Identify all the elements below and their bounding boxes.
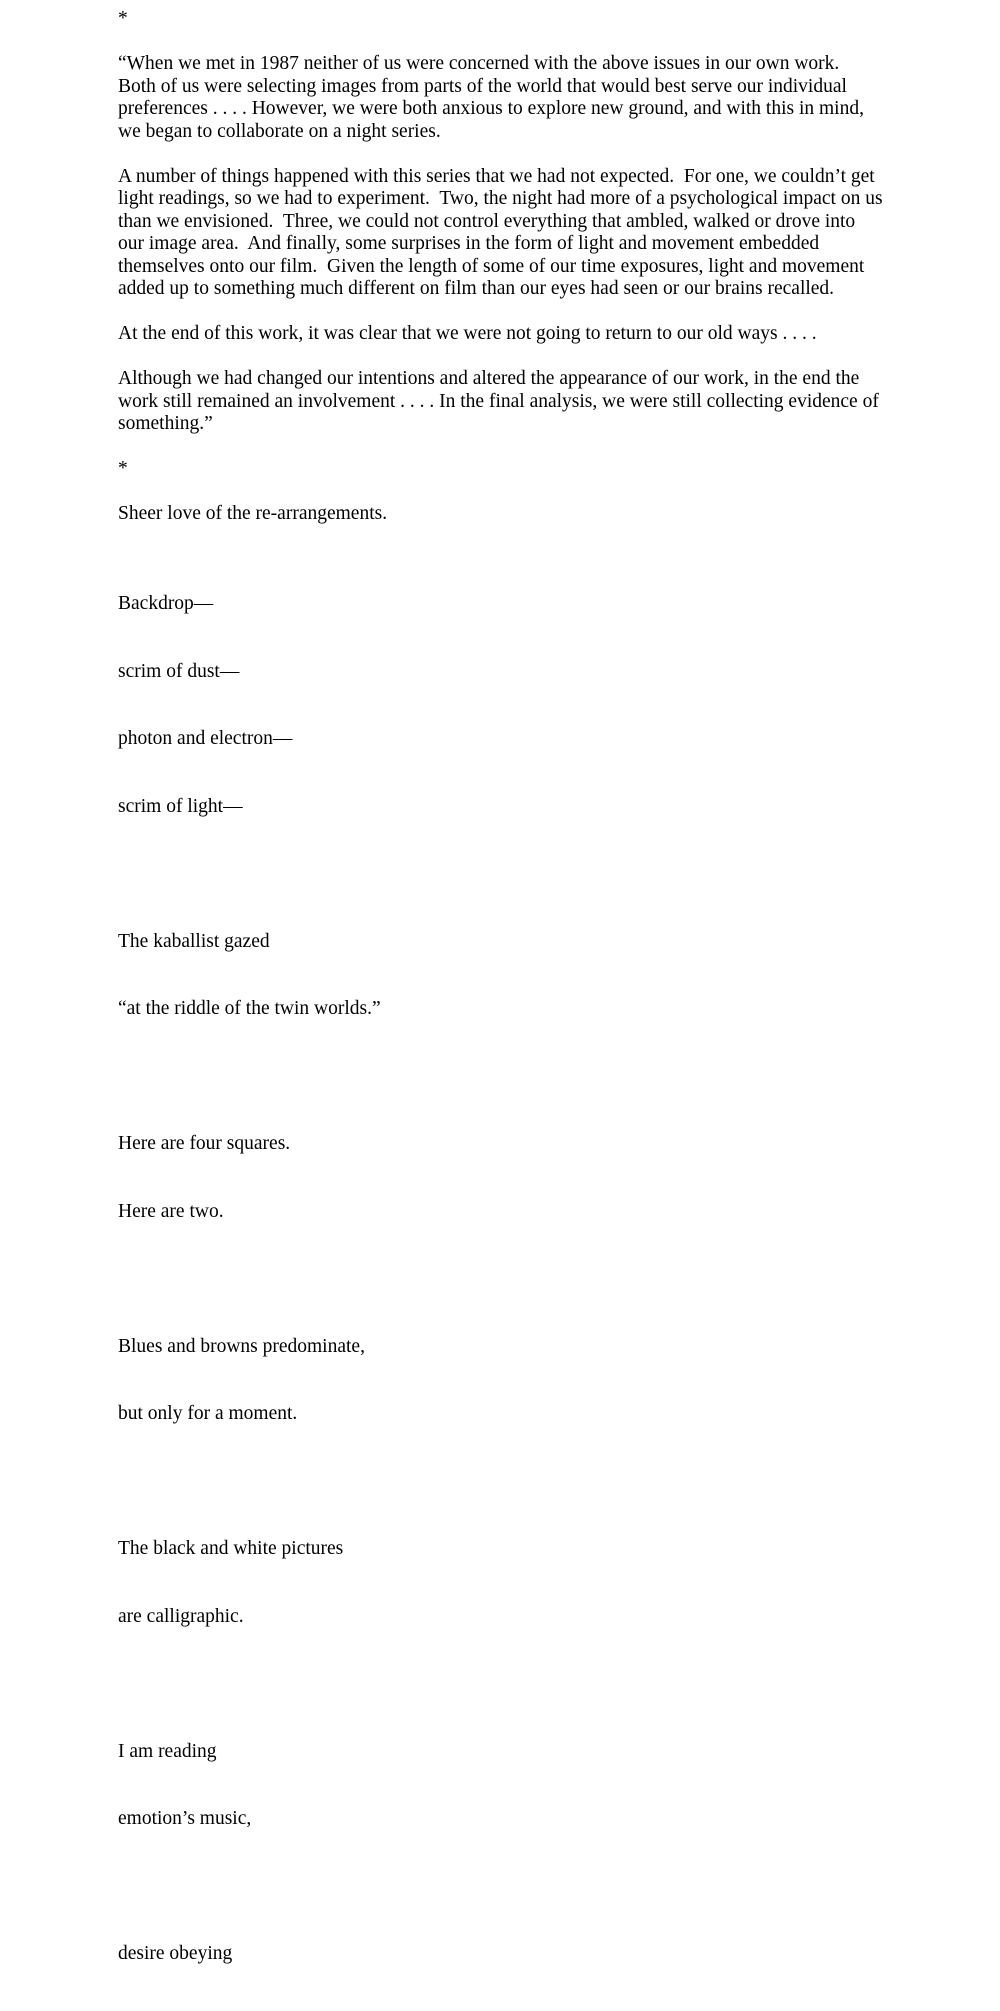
quote-paragraph-4: Although we had changed our intentions and altered the appearance of our work, in the end the work still remained an involvement . . . . In the final analysis, we were still collecting evidence of something.” [118, 368, 884, 434]
poem-line: scrim of dust— [118, 660, 240, 682]
poem-line: I am reading [118, 1740, 217, 1762]
poem-stanza-blues-browns [118, 1291, 884, 1471]
section-marker: * [118, 8, 128, 29]
section-marker: * [118, 458, 128, 479]
poem-line: Here are two. [118, 1200, 224, 1222]
quote-paragraph-1: “When we met in 1987 neither of us were concerned with the above issues in our own work. Both of us were selecting images from parts of the world that would best serve our individual preferences . . . . However, we were both anxious to explore new ground, and with this in mind, we began to collaborate on a night series. [118, 53, 869, 142]
poem-line: but only for a moment. [118, 1403, 298, 1424]
poem-stanza-backdrop [118, 548, 884, 863]
poem-line: Blues and browns predominate, [118, 1335, 365, 1357]
poem-stanza-reading [118, 1696, 884, 1876]
poem-line: The black and white pictures [118, 1538, 344, 1559]
poem-line: emotion’s music, [118, 1808, 252, 1829]
poem-line: desire obeying [118, 1943, 233, 1964]
poem-line: photon and electron— [118, 728, 293, 749]
poem-stanza-kaballist [118, 886, 884, 1066]
poem-line: Backdrop— [118, 593, 214, 614]
poem-line: “at the riddle of the twin worlds.” [118, 998, 381, 1019]
quote-paragraph-3: At the end of this work, it was clear that we were not going to return to our old ways . . . . [118, 323, 817, 344]
poem-line: Here are four squares. [118, 1133, 291, 1154]
poem-stanza-desire [118, 1898, 884, 2011]
poem-stanza-squares [118, 1088, 884, 1268]
poem-line-sheer-love: Sheer love of the re-arrangements. [118, 503, 388, 524]
poem-stanza-black-white [118, 1493, 884, 1673]
poem-line: are calligraphic. [118, 1605, 244, 1627]
poem-line: scrim of light— [118, 795, 243, 817]
quote-paragraph-2: A number of things happened with this series that we had not expected. For one, we couldn’t get light readings, so we had to experiment. Two, the night had more of a psychological impact on us than we envisioned. Three, we could not control everything that ambled, walked or drove into our image area. And finally, some surprises in the form of light and movement embedded themselves onto our film. Given the length of some of our time exposures, light and movement added up to something much different on film than our eyes had seen or our brains recalled. [118, 165, 888, 299]
poem-line: The kaballist gazed [118, 930, 270, 952]
